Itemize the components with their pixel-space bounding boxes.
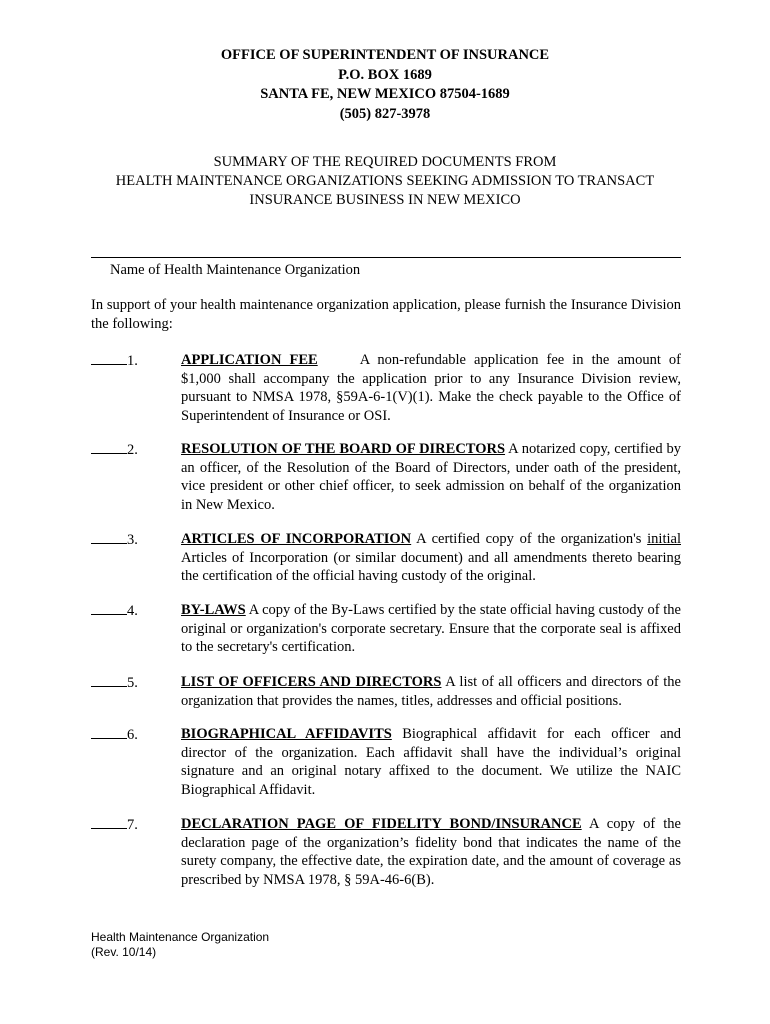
item-description — [181, 673, 681, 710]
item-description — [181, 815, 681, 889]
check-blank[interactable] — [91, 601, 127, 615]
check-blank[interactable] — [91, 530, 127, 544]
item-body-rest: Articles of Incorporation (or similar document) and all amendments thereto bearing the certification of the official having custody of the original. — [181, 549, 681, 584]
item-title: BIOGRAPHICAL AFFIDAVITS — [181, 726, 392, 742]
item-number: 1. — [127, 353, 138, 369]
item-number: 2. — [127, 442, 138, 458]
check-blank[interactable] — [91, 351, 127, 365]
item-checkbox-line[interactable] — [91, 815, 138, 835]
footer-form-name: Health Maintenance Organization — [91, 930, 270, 944]
item-number: 7. — [127, 817, 138, 833]
title-line-2: HEALTH MAINTENANCE ORGANIZATIONS SEEKING ADMISSION TO TRANSACT — [115, 173, 655, 189]
office-name: OFFICE OF SUPERINTENDENT OF INSURANCE — [220, 47, 550, 63]
item-title: LIST OF OFFICERS AND DIRECTORS — [181, 674, 442, 690]
office-phone: (505) 827-3978 — [339, 105, 431, 122]
office-po-box: P.O. BOX 1689 — [338, 66, 432, 83]
check-blank[interactable] — [91, 725, 127, 739]
intro-paragraph: In support of your health maintenance organization application, please furnish the Insurance Division the following: — [91, 297, 681, 332]
item-body-emphasis: initial — [647, 531, 681, 547]
item-title: BY-LAWS — [181, 602, 246, 618]
item-body: A copy of the declaration page of the organization’s fidelity bond that indicates the name of the surety company, the effective date, the expiration date, and the amount of coverage as prescribed by NMSA 1978, § 59A-46-6(B). — [181, 816, 681, 888]
item-checkbox-line[interactable] — [91, 725, 138, 745]
footer-revision: (Rev. 10/14) — [91, 945, 157, 959]
item-body: A list of all officers and directors of the organization that provides the names, titles, addresses and official positions. — [181, 674, 681, 709]
office-header — [0, 46, 770, 124]
item-description — [181, 601, 681, 657]
page-footer — [91, 930, 269, 960]
item-body: A certified copy of the organization's — [416, 531, 642, 547]
item-title: APPLICATION FEE — [181, 352, 318, 368]
item-description — [181, 440, 681, 514]
item-checkbox-line[interactable] — [91, 351, 138, 371]
item-number: 5. — [127, 675, 138, 691]
check-blank[interactable] — [91, 815, 127, 829]
item-description — [181, 351, 681, 425]
item-number: 4. — [127, 603, 138, 619]
title-line-1: SUMMARY OF THE REQUIRED DOCUMENTS FROM — [213, 154, 557, 170]
title-line-3: INSURANCE BUSINESS IN NEW MEXICO — [249, 192, 521, 208]
office-city: SANTA FE, NEW MEXICO 87504-1689 — [260, 86, 510, 102]
hmo-name-field[interactable] — [91, 257, 681, 258]
item-body: A non-refundable application fee in the amount of $1,000 shall accompany the application prior to any Insurance Division review, pursuant to NMSA 1978, §59A-6-1(V)(1). Make the check payable to the Office of Superintendent of Insurance or OSI. — [181, 352, 681, 424]
item-body: A copy of the By-Laws certified by the state official having custody of the original or organization's corporate secretary. Ensure that the corporate seal is affixed to the secretary's certification. — [181, 602, 681, 655]
item-checkbox-line[interactable] — [91, 530, 138, 550]
item-body: A notarized copy, certified by an officer, of the Resolution of the Board of Directors, under oath of the president, vice president or other chief officer, to seek admission on behalf of the organization in New Mexico. — [181, 441, 681, 513]
item-checkbox-line[interactable] — [91, 440, 138, 460]
hmo-name-label: Name of Health Maintenance Organization — [110, 262, 361, 278]
item-description — [181, 725, 681, 799]
item-number: 3. — [127, 532, 138, 548]
item-title: ARTICLES OF INCORPORATION — [181, 531, 412, 547]
item-checkbox-line[interactable] — [91, 601, 138, 621]
item-title: RESOLUTION OF THE BOARD OF DIRECTORS — [181, 441, 506, 457]
item-number: 6. — [127, 727, 138, 743]
item-checkbox-line[interactable] — [91, 673, 138, 693]
item-description — [181, 530, 681, 586]
check-blank[interactable] — [91, 440, 127, 454]
item-body: Biographical affidavit for each officer and director of the organization. Each affidavit shall have the individual’s original signature and an original notary affixed to the document. We utilize the NAIC Biographical Affidavit. — [181, 726, 682, 798]
check-blank[interactable] — [91, 673, 127, 687]
document-title — [0, 153, 770, 210]
item-title: DECLARATION PAGE OF FIDELITY BOND/INSURANCE — [181, 816, 582, 832]
